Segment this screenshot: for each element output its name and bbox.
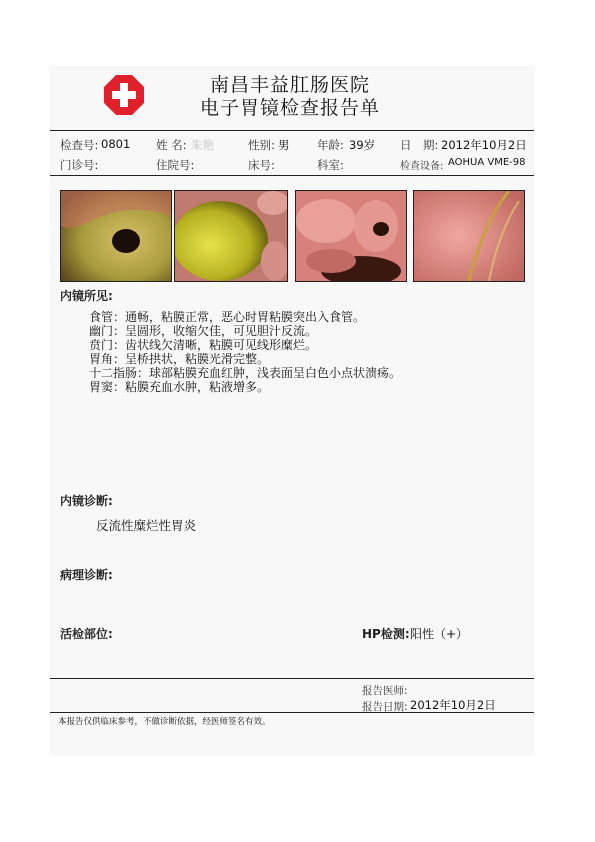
name-label: 姓 名: — [156, 138, 187, 152]
date-value: 2012年10月2日 — [441, 138, 527, 152]
finding-esophagus: 食管：通畅，粘膜正常，恶心时胃粘膜突出入食管。 — [89, 310, 366, 324]
diagnosis-text: 反流性糜烂性胃炎 — [96, 518, 197, 533]
endoscopy-photo-3 — [295, 190, 407, 282]
hospital-name: 南昌丰益肛肠医院 — [210, 74, 371, 96]
report-title: 电子胃镜检查报告单 — [200, 97, 381, 119]
exam-no-value: 0801 — [101, 137, 131, 151]
age-value: 39岁 — [349, 138, 376, 152]
inpatient-label: 住院号: — [156, 158, 195, 172]
date-label: 日 期: — [400, 138, 439, 152]
biopsy-label: 活检部位: — [60, 627, 113, 641]
bed-label: 床号: — [248, 158, 275, 172]
info-divider — [50, 175, 534, 176]
exam-no-label: 检查号: — [60, 138, 99, 152]
finding-antrum: 胃窦：粘膜充血水肿，粘液增多。 — [89, 380, 270, 394]
report-sheet — [50, 66, 534, 756]
age-label: 年龄: — [317, 138, 344, 152]
diagnosis-label: 内镜诊断: — [60, 494, 113, 508]
findings-label: 内镜所见: — [60, 289, 113, 303]
pathology-label: 病理诊断: — [60, 568, 113, 582]
sex-label: 性别: — [248, 138, 275, 152]
dept-label: 科室: — [317, 158, 344, 172]
endoscopy-photo-1 — [60, 190, 172, 282]
finding-cardia: 贲门：齿状线欠清晰，粘膜可见线形糜烂。 — [89, 338, 318, 352]
finding-pylorus: 幽门：呈圆形，收缩欠佳，可见胆汁反流。 — [89, 324, 318, 338]
finding-angulus: 胃角：呈桥拱状，粘膜光滑完整。 — [89, 352, 270, 366]
disclaimer: 本报告仅供临床参考，不做诊断依据，经医师签名有效。 — [58, 717, 271, 727]
hp-value: 阳性（+） — [410, 627, 469, 641]
patient-name: 朱艳 — [191, 138, 214, 152]
device-label: 检查设备: — [400, 161, 444, 172]
hospital-cross-logo — [103, 74, 145, 116]
footer-divider — [50, 678, 534, 679]
endoscopy-photo-2 — [174, 190, 288, 282]
endoscopy-photo-4 — [413, 190, 525, 282]
device-value: AOHUA VME-98 — [448, 157, 526, 168]
outpatient-label: 门诊号: — [60, 158, 99, 172]
doctor-label: 报告医师: — [362, 685, 408, 697]
header-divider — [50, 130, 534, 131]
hp-label: HP检测: — [362, 627, 410, 641]
bottom-divider — [50, 712, 534, 713]
report-date-value: 2012年10月2日 — [410, 698, 496, 712]
report-date-label: 报告日期: — [362, 701, 408, 713]
finding-duodenum: 十二指肠：球部粘膜充血红肿，浅表面呈白色小点状溃疡。 — [89, 366, 402, 380]
sex-value: 男 — [278, 138, 290, 152]
